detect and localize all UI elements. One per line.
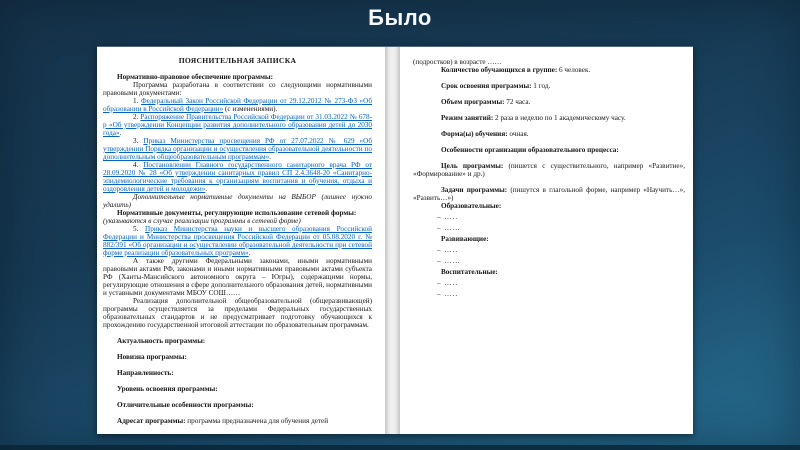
paragraph <box>437 213 685 221</box>
paragraph <box>413 66 685 74</box>
text-run: – ….. <box>437 290 459 298</box>
paragraph <box>103 81 372 97</box>
paragraph <box>413 202 685 210</box>
paragraph <box>103 337 372 345</box>
text-run: Реализация дополнительной общеобразовательной (общеразвивающей) программы осуществляется за пределами Федеральных государственных образовательных стандартов и не предусматривает подготовку обучающихся к прохождению государственной итоговой аттестации по образовательным программам. <box>103 297 372 329</box>
text-run: – ….. <box>437 279 459 287</box>
text-run: . <box>269 153 271 161</box>
text-run: Режим занятий: <box>441 114 494 122</box>
paragraph <box>413 58 685 66</box>
text-run: – ….. <box>437 246 459 254</box>
text-run: Направленность: <box>117 369 174 377</box>
paragraph <box>103 417 372 425</box>
text-run: 2 раза в неделю по 1 академическому часу. <box>493 114 626 122</box>
text-run: (подростков) в возрасте …… <box>413 58 502 66</box>
paragraph <box>103 193 372 209</box>
text-run: Актуальность программы: <box>117 337 206 345</box>
text-run: 6 человек. <box>557 66 591 74</box>
text-run: Отличительные особенности программы: <box>117 401 254 409</box>
text-run: Количество обучающихся в группе: <box>441 66 558 74</box>
paragraph <box>103 353 372 361</box>
text-run: программа предназначена для обучения детей <box>187 417 329 425</box>
paragraph <box>437 246 685 254</box>
document-link[interactable]: Приказ Министерства науки и высшего образования Российской Федерации и Министерства просвещения Российской Федерации от 05.08.2020 г. № 882/391 «Об организации и осуществлении образовательной деятельности при сетевой форме реализации образовательных программ» <box>103 225 373 257</box>
text-run: (пишется с существительного, например «Развитие», «Формирование» и др.) <box>413 162 685 178</box>
text-run: 72 часа. <box>504 98 531 106</box>
paragraph <box>103 113 372 137</box>
text-run: 5. <box>133 225 146 233</box>
text-run: Цель программы: <box>441 162 504 170</box>
text-run: (указываются в случае реализации программы в сетевой форме) <box>103 217 301 225</box>
paragraph <box>103 401 372 409</box>
text-run: – ….. <box>437 213 459 221</box>
text-run: Нормативные документы, регулирующие использование сетевой формы: <box>117 209 357 217</box>
text-run: Воспитательные: <box>441 268 498 276</box>
paragraph <box>103 369 372 377</box>
text-run: . <box>119 129 122 137</box>
paragraph <box>103 137 372 161</box>
paragraph <box>103 225 372 257</box>
text-run: А также другими Федеральными законами, иными нормативными правовыми актами РФ, законами и иными нормативными правовыми актами субъекта РФ (Ханты-Мансийского автономного округа – Югры), содержащими нормы, регулирующие отношения в сфере дополнительного образования детей, нормативными и уставными документами МБОУ СОШ…… <box>103 257 372 297</box>
text-run: . <box>205 185 208 193</box>
text-run: Форма(ы) обучения: <box>441 130 508 138</box>
text-run: – …… <box>437 224 461 232</box>
text-run: (пишутся в глагольной форме, например «Научить…», «Развить…») <box>413 186 685 202</box>
paragraph <box>103 161 372 193</box>
paragraph <box>413 130 685 138</box>
paragraph <box>437 224 685 232</box>
text-run: 4. <box>133 161 144 169</box>
paragraph <box>413 268 685 276</box>
paragraph <box>103 73 372 81</box>
paragraph <box>103 217 372 225</box>
text-run: Срок освоения программы: <box>441 82 532 90</box>
paragraph <box>437 257 685 265</box>
paragraph <box>413 235 685 243</box>
slide-title: Было <box>368 5 432 30</box>
document-title: ПОЯСНИТЕЛЬНАЯ ЗАПИСКА <box>178 56 297 65</box>
paragraph <box>437 279 685 287</box>
text-run: Особенности организации образовательного процесса: <box>441 146 619 154</box>
right-page-content <box>413 58 685 298</box>
text-run: 1. <box>133 97 141 105</box>
text-run: Дополнительные нормативные документы на ВЫБОР (лишнее нужно удалить) <box>103 193 372 209</box>
paragraph <box>413 162 685 178</box>
text-run: (с изменениями). <box>223 105 278 113</box>
text-run: Нормативно-правовое обеспечение программы: <box>117 73 274 81</box>
paragraph <box>413 98 685 106</box>
document-spread <box>97 46 693 434</box>
document-link[interactable]: Федеральный Закон Российской Федерации от 29.12.2012 № 273-ФЗ «Об образовании в Российской Федерации» <box>103 97 372 113</box>
left-page <box>97 47 385 434</box>
document-link[interactable]: Постановлении Главного государственного санитарного врача РФ от 28.09.2020 № 28 «Об утверждении санитарных правил СП 2.4.3648-20 «Санитарно-эпидемиологические требования к организациям воспитания и обучения, отдыха и оздоровления детей и молодежи» <box>103 161 372 193</box>
text-run: 3. <box>133 137 144 145</box>
paragraph <box>103 97 372 113</box>
document-link[interactable]: Приказ Министерства просвещения РФ от 27.07.2022 № 629 «Об утверждении Порядка организации и осуществления образовательной деятельности по дополнительным общеобразовательным программам» <box>103 137 373 161</box>
text-run: 2. <box>133 113 141 121</box>
paragraph <box>437 290 685 298</box>
text-run: Адресат программы: <box>117 417 188 425</box>
paragraph <box>413 114 685 122</box>
text-run: Задачи программы: <box>441 186 508 194</box>
text-run: . <box>248 249 251 257</box>
paragraph <box>413 146 685 154</box>
text-run: очная. <box>507 130 529 138</box>
document-link[interactable]: Распоряжение Правительства Российской Федерации от 31.03.2022 № 678-р «Об утверждении Концепции развития дополнительного образования детей до 2030 года» <box>103 113 372 137</box>
text-run: Объем программы: <box>441 98 505 106</box>
paragraph <box>103 297 372 329</box>
paragraph <box>103 257 372 297</box>
text-run: – …… <box>437 257 461 265</box>
text-run: 1 год. <box>531 82 551 90</box>
left-page-content <box>103 73 372 425</box>
text-run: Развивающие: <box>441 235 489 243</box>
page-spine <box>385 47 400 434</box>
paragraph <box>413 82 685 90</box>
paragraph <box>103 209 372 217</box>
text-run: Программа разработана в соответствии со следующими нормативными правовыми документами: <box>103 81 372 97</box>
text-run: Уровень освоения программы: <box>117 385 218 393</box>
text-run: Образовательные: <box>441 202 502 210</box>
right-page <box>400 47 693 434</box>
text-run: Новизна программы: <box>117 353 187 361</box>
paragraph <box>103 385 372 393</box>
paragraph <box>413 186 685 202</box>
